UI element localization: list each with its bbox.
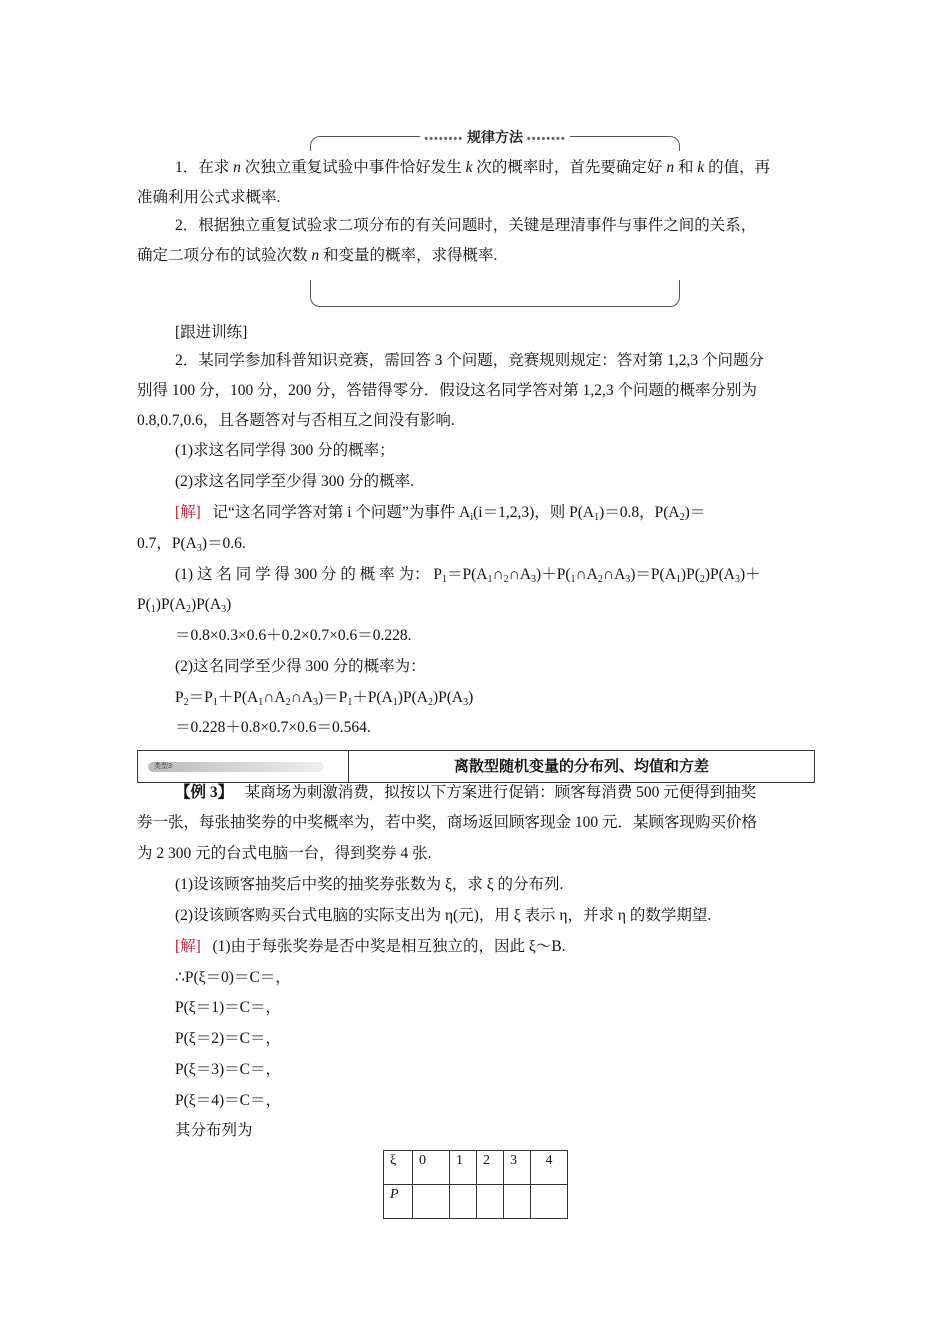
example-tag: 【例 3】 [175,784,234,801]
distribution-label: 其分布列为 [175,1122,253,1139]
distribution-table [383,1150,568,1219]
practice-question-line1: 2．某同学参加科普知识竞赛，需回答 3 个问题，竞赛规则规定：答对第 1,2,3 个问题分 [175,352,765,369]
practice-solution-2-result: ＝0.228＋0.8×0.7×0.6＝0.564. [175,719,371,736]
table-row [384,1151,568,1185]
table-row [384,1185,568,1219]
method-box-bottom-border [310,280,680,307]
example-subquestion-2: (2)设该顾客购买台式电脑的实际支出为 η(元)，用 ξ 表示 η，并求 η 的数学期望. [175,907,712,924]
section-type-bar [137,750,815,783]
table-cell [531,1185,568,1219]
table-cell: P [384,1185,413,1219]
section-type-tag [138,751,349,782]
example-solution-line1: [解] (1)由于每张奖券是否中奖是相互独立的，因此 ξ～B. [175,938,566,955]
table-cell [504,1185,531,1219]
table-cell [450,1185,477,1219]
practice-solution-1-line1: (1) 这 名 同 学 得 300 分 的 概 率 为： $P_1=P(A_1\cap_2\cap A_3)+P(_1\cap A_2\cap A_3)=P(A_1)P(_2)P(A_3)+$ [175,566,761,585]
prob-xi-4: P(ξ＝4)＝C＝， [175,1092,281,1109]
prob-xi-1: P(ξ＝1)＝C＝， [175,999,281,1016]
example-solution-tag: [解] [175,938,201,955]
method-point-2: 2．根据独立重复试验求二项分布的有关问题时，关键是理清事件与事件之间的关系， [175,217,757,234]
prob-xi-0: ∴P(ξ＝0)＝C＝， [175,969,291,986]
table-cell [413,1185,450,1219]
example-question-line1: 【例 3】 某商场为刺激消费，拟按以下方案进行促销：顾客每消费 500 元便得到抽奖 [175,784,757,801]
table-cell: 3 [504,1151,531,1185]
table-cell: 1 [450,1151,477,1185]
example-question-line3: 为 2 300 元的台式电脑一台，得到奖券 4 张. [137,845,432,862]
method-point-2-cont: 确定二项分布的试验次数 n 和变量的概率，求得概率. [137,247,498,264]
practice-header: [跟进训练] [175,324,248,341]
section-title: 离散型随机变量的分布列、均值和方差 [453,758,709,775]
method-point-1-cont: 准确利用公式求概率. [137,189,281,206]
practice-question-line3: 0.8,0.7,0.6，且各题答对与否相互之间没有影响. [137,412,455,429]
prob-xi-2: P(ξ＝2)＝C＝， [175,1030,281,1047]
practice-solution-intro-cont: 0.7，$P(A_3)=0.6$. [137,535,246,554]
practice-subquestion-1: (1)求这名同学得 300 分的概率； [175,442,395,459]
practice-question-line2: 别得 100 分，100 分，200 分，答错得零分．假设这名同学答对第 1,2,3 个问题的概率分别为 [137,382,758,399]
section-type-label: 类型3 [148,762,324,772]
table-cell: 2 [477,1151,504,1185]
prob-xi-3: P(ξ＝3)＝C＝， [175,1061,281,1078]
practice-solution-1-result: ＝0.8×0.3×0.6＋0.2×0.7×0.6＝0.228. [175,627,412,644]
method-box-title: •••••••• 规律方法 •••••••• [330,127,660,147]
table-cell: ξ [384,1151,413,1185]
example-subquestion-1: (1)设该顾客抽奖后中奖的抽奖券张数为 ξ，求 ξ 的分布列. [175,876,564,893]
example-question-line2: 券一张，每张抽奖券的中奖概率为，若中奖，商场返回顾客现金 100 元．某顾客现购买价格 [137,814,758,831]
table-cell: 0 [413,1151,450,1185]
table-cell [477,1185,504,1219]
practice-solution-1-line2: $P(_1)P(A_2)P(A_3)$ [137,596,232,615]
practice-subquestion-2: (2)求这名同学至少得 300 分的概率. [175,473,414,490]
practice-solution-2-line2: $P_2=P_1+P(A_1\cap A_2\cap A_3)=P_1+P(A_1)P(A_2)P(A_3)$ [175,689,474,708]
practice-solution-intro: [解] 记“这名同学答对第 i 个问题”为事件 $A_i(i=1,2,3)$，则 $P(A_1)=0.8$，$P(A_2)=$ [175,504,706,523]
method-point-1: 1．在求 n 次独立重复试验中事件恰好发生 k 次的概率时，首先要确定好 n 和 k 的值，再 [175,159,771,176]
table-cell: 4 [531,1151,568,1185]
practice-solution-2-line1: (2)这名同学至少得 300 分的概率为： [175,658,426,675]
solution-tag: [解] [175,504,201,521]
